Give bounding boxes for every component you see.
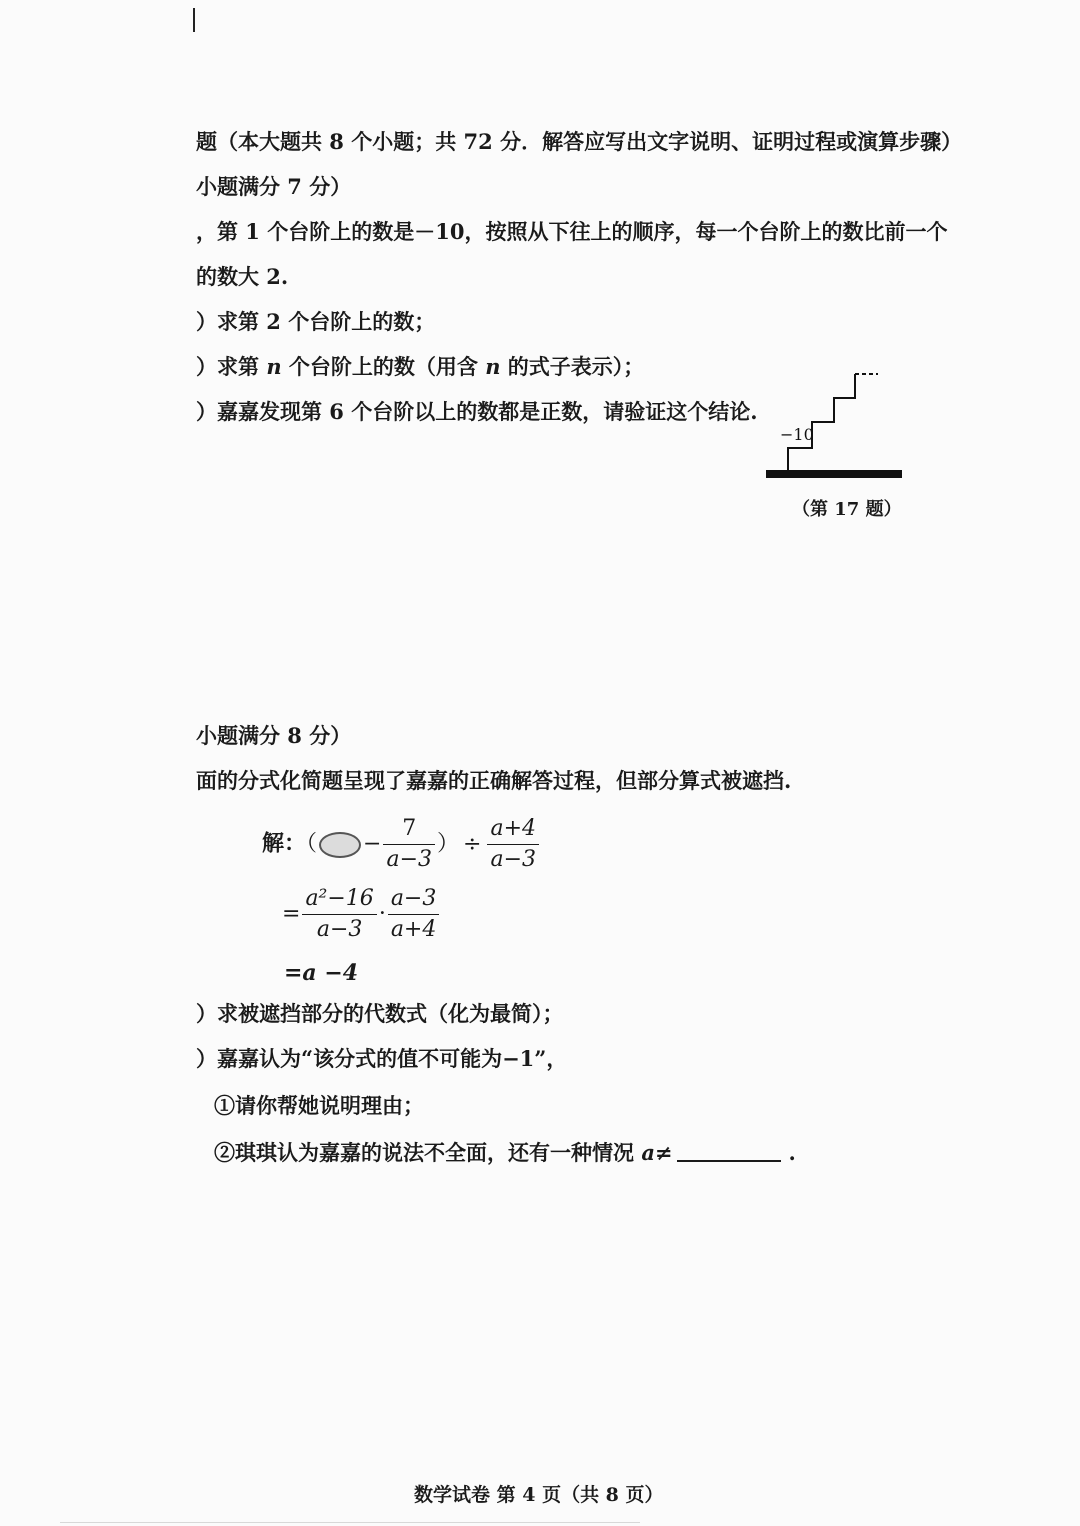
frac2-denominator: a−3 <box>490 847 537 872</box>
frac4-denominator: a+4 <box>390 917 437 942</box>
fraction-a-minus-3-over-a-plus-4 <box>388 884 440 945</box>
step-label: −10 <box>780 425 814 444</box>
frac1-denominator: a−3 <box>386 847 433 872</box>
fraction-7-over-a-minus-3 <box>383 814 435 875</box>
q18-solution-line1 <box>262 814 541 875</box>
q17-part2-text-b: 个台阶上的数（用含 <box>281 354 486 379</box>
scan-edge-mark <box>193 8 195 32</box>
q18-score: 小题满分 8 分） <box>196 723 352 748</box>
q17-part2-text-a: ）求第 <box>196 354 267 379</box>
frac3-denominator: a−3 <box>316 917 363 942</box>
q18-sub1: ①请你帮她说明理由； <box>214 1093 424 1118</box>
q18-part1: ）求被遮挡部分的代数式（化为最简）； <box>196 1001 564 1026</box>
stair-steps <box>788 374 855 470</box>
frac3-numerator: a²−16 <box>305 886 374 911</box>
q17-part2 <box>196 353 644 381</box>
divide-sign: ÷ <box>463 831 482 857</box>
multiply-dot: · <box>378 901 386 927</box>
close-paren: ） <box>437 831 460 857</box>
equals-sign: = <box>282 901 301 927</box>
q17-stem-line2: 的数大 2. <box>196 264 289 289</box>
page-footer: 数学试卷 第 4 页（共 8 页） <box>414 1484 664 1506</box>
q18-part2: ）嘉嘉认为“该分式的值不可能为−1”， <box>196 1046 568 1071</box>
q18-sub2-var-a: a <box>641 1140 655 1165</box>
q17-part2-var-n2: n <box>485 354 501 379</box>
fraction-a-plus-4-over-a-minus-3 <box>487 814 539 875</box>
q18-sub2-period: . <box>788 1140 796 1165</box>
frac2-numerator: a+4 <box>490 816 537 841</box>
ground-bar <box>766 470 902 478</box>
q17-stem-line1: ，第 1 个台阶上的数是－10，按照从下往上的顺序，每一个台阶上的数比前一个 <box>196 219 948 244</box>
frac4-numerator: a−3 <box>390 886 437 911</box>
solution-label: 解： <box>262 830 307 857</box>
not-equal-sign: ≠ <box>654 1140 673 1165</box>
open-paren: （ <box>306 831 318 857</box>
q17-part3: ）嘉嘉发现第 6 个台阶以上的数都是正数，请验证这个结论. <box>196 399 758 424</box>
q17-figure-caption: （第 17 题） <box>792 499 902 520</box>
answer-blank[interactable] <box>677 1140 781 1162</box>
q18-stem: 面的分式化简题呈现了嘉嘉的正确解答过程，但部分算式被遮挡. <box>196 768 792 793</box>
q18-solution-line2 <box>282 884 441 945</box>
bottom-rule <box>60 1522 640 1523</box>
q18-sub2 <box>214 1139 796 1167</box>
section-header: 题（本大题共 8 个小题；共 72 分．解答应写出文字说明、证明过程或演算步骤） <box>196 129 963 154</box>
q18-solution-result: =a −4 <box>284 960 359 986</box>
q17-score: 小题满分 7 分） <box>196 174 352 199</box>
q17-part2-text-c: 的式子表示）； <box>500 354 645 379</box>
minus-sign: − <box>363 831 382 857</box>
q17-part1: ）求第 2 个台阶上的数； <box>196 309 436 334</box>
q18-sub2-text: ②琪琪认为嘉嘉的说法不全面，还有一种情况 <box>214 1140 642 1165</box>
q17-part2-var-n: n <box>266 354 282 379</box>
fraction-a2-minus-16-over-a-minus-3 <box>302 884 376 945</box>
staircase-diagram <box>760 360 910 485</box>
frac1-numerator: 7 <box>402 816 417 841</box>
masked-expression <box>319 832 361 858</box>
